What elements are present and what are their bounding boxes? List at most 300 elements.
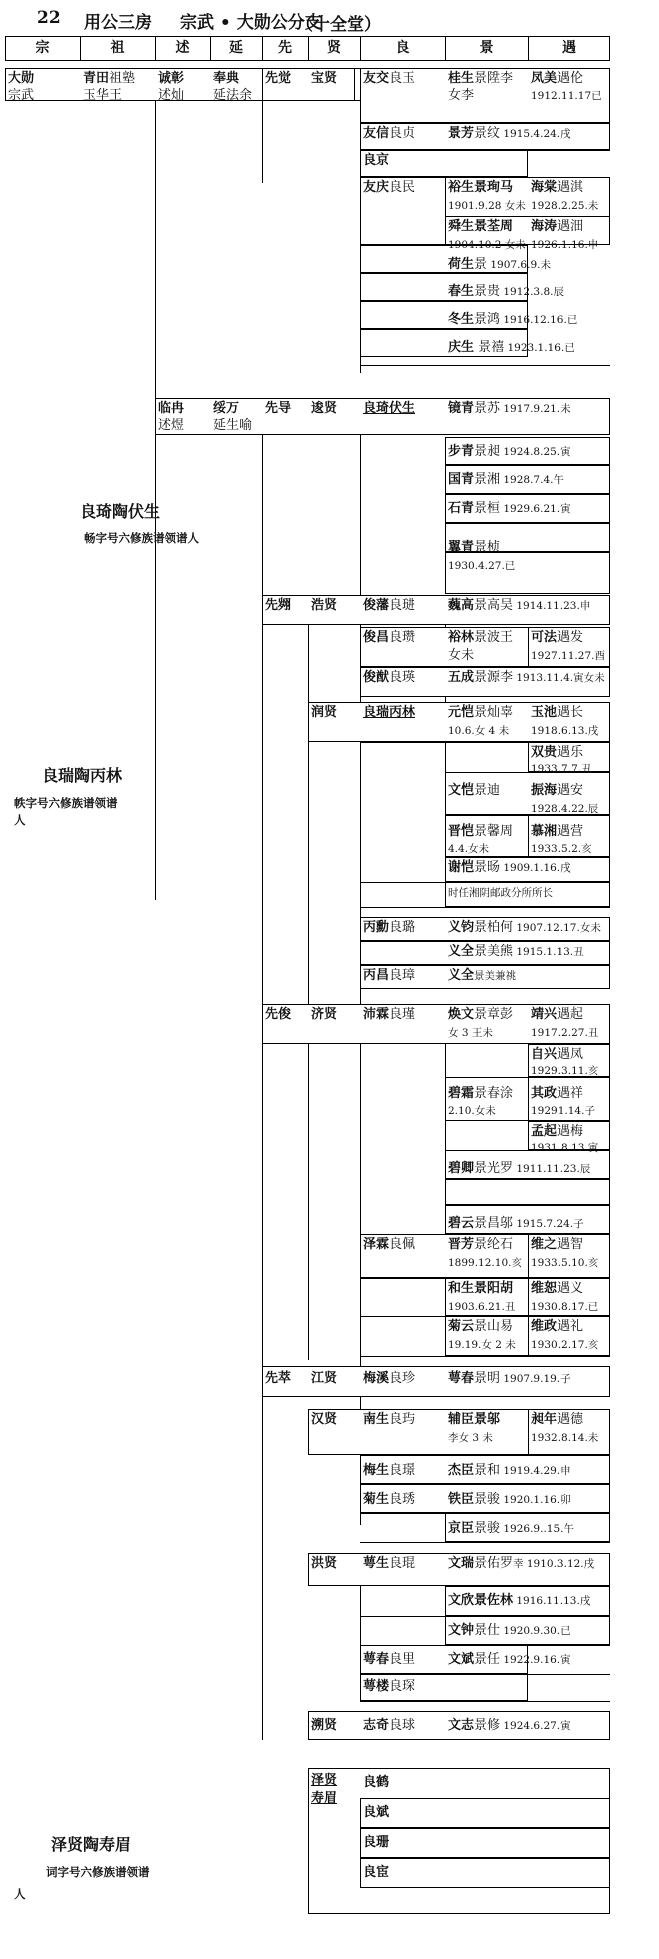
name-segment: 1917.2.27.丑 — [531, 1027, 599, 1039]
entry-line — [363, 669, 415, 686]
name-segment: 碧云 — [448, 1216, 475, 1231]
name-segment: 1928.7.4.午 — [500, 474, 564, 486]
name-segment: 景章彭 — [474, 1007, 514, 1022]
name-segment: 景桓 — [474, 501, 501, 516]
name-segment: 景灿辜 — [474, 705, 514, 720]
name-segment: 丙昌 — [363, 968, 390, 983]
name-segment: 良瑾 — [389, 1007, 416, 1022]
name-segment: 景芳 — [448, 126, 475, 141]
tree-vertical-line — [262, 435, 263, 1740]
name-segment: 女 3 王未 — [448, 1027, 493, 1039]
name-segment: 景光罗 — [474, 1161, 514, 1176]
name-segment: 景 — [474, 257, 488, 272]
name-segment: 1933.7.7.丑 — [531, 763, 592, 775]
name-segment: 海棠 — [531, 180, 558, 195]
name-segment: 1899.12.10.亥 — [448, 1257, 522, 1269]
name-segment: 国青 — [448, 472, 475, 487]
name-segment: 景迪 — [474, 783, 501, 798]
entry-line — [531, 1102, 595, 1120]
note-subtitle: 人 — [14, 813, 26, 827]
name-segment: 良瓒 — [389, 630, 416, 645]
entry-line — [448, 500, 571, 518]
name-segment: 菊生 — [363, 1492, 390, 1507]
name-segment: 述灿 — [158, 88, 185, 103]
entry-line — [531, 197, 598, 215]
entry-line — [448, 197, 526, 215]
entry-line — [448, 400, 571, 418]
tree-horizontal-line — [360, 1542, 610, 1543]
entry-line — [363, 1236, 415, 1253]
branch-name: 用公三房 — [84, 13, 152, 33]
entry-line — [363, 629, 415, 646]
entry-line — [531, 1298, 598, 1316]
entry-line — [448, 1160, 590, 1178]
name-segment: 良瑛 — [389, 670, 416, 685]
name-segment: 京臣 — [448, 1521, 475, 1536]
entry-line — [531, 722, 598, 740]
name-segment: 1918.6.13.戌 — [531, 725, 599, 737]
entry-line — [448, 311, 577, 329]
name-segment: 景珣马 — [474, 180, 514, 195]
entry-line — [448, 943, 584, 961]
name-segment: 良珊 — [363, 1835, 390, 1850]
entry-line — [448, 87, 474, 104]
name-segment: 1914.11.23.申 — [513, 600, 591, 612]
entry-line — [531, 1046, 583, 1063]
name-segment: 景昶 — [474, 444, 501, 459]
name-segment: 晋恺 — [448, 824, 475, 839]
name-segment: 1932.8.14.未 — [531, 1432, 599, 1444]
name-segment: 慕湘 — [531, 824, 558, 839]
name-segment: 祖塾 — [109, 71, 136, 86]
column-header: 祖 — [110, 40, 125, 56]
name-segment: 1901.9.28 女未 — [448, 200, 526, 212]
name-segment: 遇德 — [557, 1412, 584, 1427]
name-segment: 景旸 — [474, 860, 501, 875]
name-segment: 义全 — [448, 944, 475, 959]
entry-line — [311, 704, 337, 721]
entry-line — [531, 218, 583, 235]
tree-vertical-line — [262, 101, 263, 183]
name-segment: 良宦 — [363, 1865, 390, 1880]
name-segment: 良琨 — [389, 1556, 416, 1571]
entry-line — [363, 704, 415, 721]
entry-line — [311, 1006, 337, 1023]
entry-line — [158, 70, 184, 87]
name-segment: 先翙 — [265, 598, 292, 613]
name-segment: 4.4.女未 — [448, 843, 490, 855]
name-segment: 景鸿 — [474, 312, 501, 327]
entry-line — [531, 782, 583, 799]
name-segment: 泽贤 — [311, 1773, 338, 1788]
entry-line — [213, 87, 252, 104]
column-header: 延 — [229, 40, 243, 56]
name-segment: 良璟 — [389, 1463, 416, 1478]
entry-line — [265, 400, 291, 417]
name-segment: 景春涂 — [474, 1086, 514, 1101]
entry-line — [448, 471, 564, 489]
entry-line — [531, 800, 598, 818]
name-segment: 丙勳 — [363, 920, 390, 935]
name-segment: 桂生 — [448, 71, 475, 86]
name-segment: 润贤 — [311, 705, 338, 720]
name-segment: 自兴 — [531, 1047, 558, 1062]
name-segment: 女李 — [448, 88, 475, 103]
name-segment: 溯贤 — [311, 1718, 338, 1733]
name-segment: 景佑罗 — [474, 1556, 514, 1571]
name-segment: 良玉 — [389, 71, 416, 86]
name-segment: 时任湘阴邮政分所所长 — [448, 887, 553, 899]
tree-horizontal-line — [360, 1701, 610, 1702]
name-segment: 1916.12.16.已 — [500, 314, 578, 326]
entry-line — [363, 125, 415, 142]
entry-line — [531, 1024, 598, 1042]
name-segment: 海涛 — [531, 219, 558, 234]
entry-line — [265, 1006, 291, 1023]
name-segment: 宗武 — [8, 88, 35, 103]
name-segment: 景桢 — [474, 540, 501, 555]
name-segment: 维恕 — [531, 1281, 558, 1296]
entry-line — [448, 1006, 513, 1023]
entry-line — [448, 283, 564, 301]
entry-line — [448, 179, 513, 196]
entry-line — [448, 1491, 571, 1509]
entry-line — [363, 1678, 415, 1695]
entry-line — [311, 400, 337, 417]
entry-line — [448, 70, 513, 87]
name-segment: 良璐 — [389, 920, 416, 935]
name-segment: 碧霜 — [448, 1086, 475, 1101]
name-segment: 1919.4.29.申 — [500, 1465, 571, 1477]
name-segment: 友交 — [363, 71, 390, 86]
note-subtitle: 词字号六修族谱领谱 — [46, 1865, 150, 1879]
name-segment: 景仕 — [474, 1623, 501, 1638]
name-segment: 1933.5.10.亥 — [531, 1257, 599, 1269]
entry-line — [448, 557, 515, 575]
name-segment: 1930.2.17.亥 — [531, 1339, 599, 1351]
note-subtitle: 畅字号六修族谱领谱人 — [84, 531, 199, 545]
name-segment: 良璋 — [389, 968, 416, 983]
entry-line — [363, 1651, 415, 1668]
name-segment: 宝贤 — [311, 71, 338, 86]
name-segment: 义钧 — [448, 920, 475, 935]
name-segment: 双贵 — [531, 745, 558, 760]
note-title: 良瑞陶丙林 — [42, 766, 123, 785]
name-segment: 梅溪 — [363, 1371, 390, 1386]
entry-line — [531, 647, 605, 665]
name-segment: 遇安 — [557, 783, 584, 798]
name-segment: 景荃周 — [474, 219, 514, 234]
name-segment: 1933.5.2.亥 — [531, 843, 592, 855]
name-segment: 俊猷 — [363, 670, 390, 685]
entry-line — [448, 1370, 571, 1388]
entry-line — [448, 1555, 594, 1573]
name-segment: 维之 — [531, 1237, 558, 1252]
entry-line — [448, 859, 571, 877]
entry-line — [448, 884, 553, 902]
entry-line — [531, 1139, 598, 1157]
entry-line — [531, 87, 602, 105]
name-segment: 1924.6.27.寅 — [500, 1720, 571, 1732]
name-segment: 文欣 — [448, 1593, 475, 1608]
name-segment: 延法余 — [213, 88, 253, 103]
name-segment: 景馨周 — [474, 824, 514, 839]
name-segment: 先导 — [265, 401, 292, 416]
entry-line — [448, 256, 551, 274]
entry-line — [531, 1280, 583, 1297]
name-segment: 梅生 — [363, 1463, 390, 1478]
name-segment: 舜生 — [448, 219, 475, 234]
entry-line — [311, 1411, 337, 1428]
name-segment: 1904.10.2 女未 — [448, 239, 526, 251]
entry-line — [363, 152, 389, 169]
name-segment: 裕林 — [448, 630, 475, 645]
name-segment: 景贵 — [474, 284, 501, 299]
entry-line — [531, 179, 583, 196]
name-segment: 遇营 — [557, 824, 584, 839]
name-segment: 昶年 — [531, 1412, 558, 1427]
entry-line — [448, 1717, 571, 1735]
name-segment: 19.19.女 2 未 — [448, 1339, 516, 1351]
name-segment: 辅臣 — [448, 1412, 475, 1427]
name-segment: 友庆 — [363, 180, 390, 195]
hall-name: （十全堂） — [296, 15, 381, 35]
entry-line — [363, 1555, 415, 1572]
entry-line — [448, 704, 513, 721]
tree-horizontal-line — [360, 907, 610, 908]
entry-line — [448, 919, 601, 937]
note-title: 泽贤陶寿眉 — [51, 1835, 132, 1854]
name-segment: 1910.3.12.戌 — [523, 1558, 595, 1570]
name-segment: 元恺 — [448, 705, 475, 720]
name-segment: 其政 — [531, 1086, 558, 1101]
name-segment: 19291.14.子 — [531, 1105, 595, 1117]
name-segment: 1907.9.19.子 — [500, 1373, 571, 1385]
entry-line — [265, 597, 291, 614]
name-segment: 1912.3.8.辰 — [500, 286, 564, 298]
name-segment: 景阳胡 — [474, 1281, 514, 1296]
entry-line — [448, 597, 590, 615]
entry-line — [311, 1717, 337, 1734]
name-segment: 良珍 — [389, 1371, 416, 1386]
name-segment: 焕文 — [448, 1007, 475, 1022]
name-segment: 可法 — [531, 630, 558, 645]
entry-line — [311, 597, 337, 614]
name-segment: 1916.11.13.戌 — [513, 1595, 591, 1607]
name-segment: 镜青 — [448, 401, 475, 416]
name-segment: 良琛 — [389, 1679, 416, 1694]
name-segment: 1926.9..15.午 — [500, 1523, 574, 1535]
entry-line — [448, 1411, 500, 1428]
name-segment: 1920.9.30.已 — [500, 1625, 571, 1637]
entry-box — [360, 1828, 610, 1858]
name-segment: 洪贤 — [311, 1556, 338, 1571]
entry-line — [448, 967, 516, 985]
name-segment: 良瑞丙林 — [363, 705, 416, 720]
name-segment: 遇梅 — [557, 1124, 584, 1139]
name-segment: 俊藩 — [363, 598, 390, 613]
entry-line — [448, 443, 571, 461]
name-segment: 诚彰 — [158, 71, 185, 86]
entry-line — [448, 539, 500, 556]
entry-line — [448, 722, 509, 740]
name-segment: 延生喻 — [213, 418, 253, 433]
name-segment: 1917.9.21.未 — [500, 403, 571, 415]
entry-line — [531, 840, 592, 858]
name-segment: 景和 — [474, 1463, 501, 1478]
name-segment: 萼春 — [448, 1371, 475, 1386]
name-segment: 遇义 — [557, 1281, 584, 1296]
entry-line — [363, 1491, 415, 1508]
name-segment: 景高吴 — [474, 598, 514, 613]
entry-line — [83, 70, 135, 87]
entry-line — [213, 400, 239, 417]
name-segment: 遇伦 — [557, 71, 584, 86]
name-segment: 临冉 — [158, 401, 185, 416]
entry-line — [213, 70, 239, 87]
entry-line — [531, 744, 583, 761]
entry-line — [531, 1006, 583, 1023]
entry-line — [531, 1062, 598, 1080]
entry-line — [448, 125, 571, 143]
name-segment: 遇乐 — [557, 745, 584, 760]
name-segment: 翼青 — [448, 540, 475, 555]
entry-line — [531, 823, 583, 840]
name-segment: 景美兼祧 — [474, 970, 517, 982]
entry-line — [448, 339, 575, 357]
name-segment: 文恺 — [448, 783, 475, 798]
name-segment: 1927.11.27.酉 — [531, 650, 605, 662]
name-segment: 良球 — [389, 1718, 416, 1733]
name-segment: 1909.1.16.戌 — [500, 862, 571, 874]
name-segment: 义全 — [448, 968, 475, 983]
name-segment: 1930.8.17.已 — [531, 1301, 599, 1313]
column-header: 景 — [479, 40, 494, 56]
name-segment: 良民 — [389, 180, 416, 195]
entry-line — [363, 1834, 389, 1851]
name-segment: 1926.1.16.申 — [531, 239, 599, 251]
name-segment: 1915.4.24.戌 — [500, 128, 571, 140]
name-segment: 先俊 — [265, 1007, 292, 1022]
column-header: 先 — [278, 40, 292, 56]
entry-line — [531, 760, 592, 778]
entry-line — [8, 70, 34, 87]
entry-line — [448, 1024, 493, 1042]
entry-line — [531, 1236, 583, 1253]
name-segment: 景骏 — [474, 1521, 501, 1536]
name-segment: 遇礼 — [557, 1319, 584, 1334]
entry-line — [448, 1254, 522, 1272]
name-segment: 景明 — [474, 1371, 501, 1386]
name-segment: 和生 — [448, 1281, 475, 1296]
name-segment: 景佐林 — [474, 1593, 514, 1608]
name-segment: 景纹 — [474, 126, 501, 141]
entry-line — [311, 1790, 337, 1807]
name-segment: 汉贤 — [311, 1412, 338, 1427]
entry-line — [363, 1462, 415, 1479]
entry-line — [448, 1236, 513, 1253]
column-header: 宗 — [35, 40, 50, 56]
name-segment: 李女 3 未 — [448, 1432, 493, 1444]
name-segment: 友信 — [363, 126, 390, 141]
name-segment: 南生 — [363, 1412, 390, 1427]
name-segment: 浩贤 — [311, 598, 338, 613]
entry-line — [448, 629, 513, 646]
name-segment: 奉典 — [213, 71, 240, 86]
name-segment: 景骏 — [474, 1492, 501, 1507]
name-segment: 1915.7.24.子 — [513, 1218, 584, 1230]
name-segment: 遇长 — [557, 705, 584, 720]
entry-line — [311, 1370, 337, 1387]
entry-line — [531, 1411, 583, 1428]
name-segment: 良京 — [363, 153, 390, 168]
entry-line — [448, 1336, 516, 1354]
name-segment: 1903.6.21.丑 — [448, 1301, 516, 1313]
note-subtitle: 帙字号六修族谱领谱 — [14, 796, 118, 810]
name-segment: 景邬 — [474, 1412, 501, 1427]
name-segment: 1915.1.13.丑 — [513, 946, 584, 958]
name-segment: 良琎 — [389, 598, 416, 613]
entry-line — [448, 840, 489, 858]
note-title: 良琦陶伏生 — [80, 502, 161, 521]
name-segment: 先萃 — [265, 1371, 292, 1386]
entry-line — [531, 1429, 598, 1447]
entry-line — [448, 1651, 571, 1669]
entry-line — [448, 1462, 571, 1480]
name-segment: 逡贤 — [311, 401, 338, 416]
name-segment: 景柏何 — [474, 920, 514, 935]
name-segment: 步青 — [448, 444, 475, 459]
entry-line — [311, 1555, 337, 1572]
entry-line — [448, 1429, 493, 1447]
name-segment: 铁臣 — [448, 1492, 475, 1507]
name-segment: 先觉 — [265, 71, 292, 86]
name-segment: 1913.11.4.寅女未 — [513, 672, 605, 684]
entry-line — [531, 236, 598, 254]
entry-line — [531, 1085, 583, 1102]
entry-line — [158, 87, 184, 104]
entry-line — [531, 1336, 598, 1354]
entry-line — [363, 919, 415, 936]
entry-line — [363, 1774, 389, 1791]
name-segment: 玉池 — [531, 705, 558, 720]
entry-line — [363, 179, 415, 196]
name-segment: 遇凤 — [557, 1047, 584, 1062]
entry-line — [83, 87, 122, 104]
name-segment: 1912.11.17已 — [531, 90, 602, 102]
name-segment: 景美熊 — [474, 944, 514, 959]
entry-line — [448, 1298, 515, 1316]
name-segment: 维政 — [531, 1319, 558, 1334]
entry-line — [531, 704, 583, 721]
name-segment: 良贞 — [389, 126, 416, 141]
name-segment: 蘶高 — [448, 598, 475, 613]
name-segment: 江贤 — [311, 1371, 338, 1386]
entry-line — [531, 629, 583, 646]
name-segment: 荷生 — [448, 257, 475, 272]
name-segment: 1907.12.17.女未 — [513, 922, 601, 934]
name-segment: 1920.1.16.卯 — [500, 1494, 571, 1506]
name-segment: 志奇 — [363, 1718, 390, 1733]
name-segment: 俊昌 — [363, 630, 390, 645]
entry-line — [363, 1804, 389, 1821]
name-segment: 孟起 — [531, 1124, 558, 1139]
name-segment: 靖兴 — [531, 1007, 558, 1022]
name-segment: 遇淇 — [557, 180, 584, 195]
column-header: 贤 — [327, 40, 341, 56]
entry-line — [448, 236, 526, 254]
name-segment: 10.6.女 4 未 — [448, 725, 510, 737]
